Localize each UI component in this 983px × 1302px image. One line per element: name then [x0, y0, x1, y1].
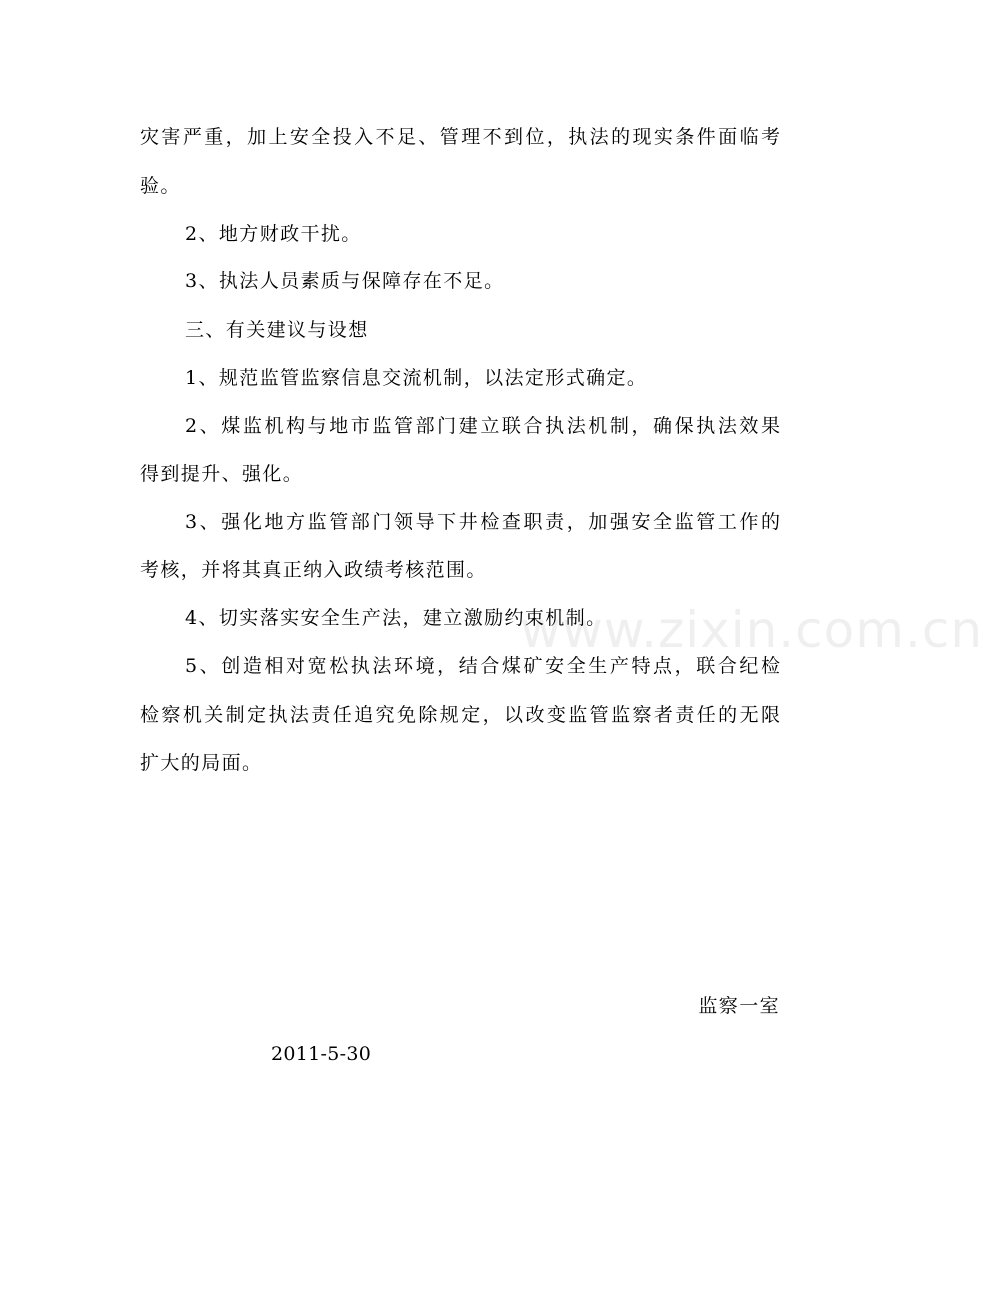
signature: 监察一室 — [698, 995, 780, 1017]
paragraph-line-2: 验。 — [140, 175, 181, 197]
date: 2011-5-30 — [271, 1043, 372, 1065]
paragraph-line-8: 得到提升、强化。 — [140, 463, 304, 485]
paragraph-line-14: 扩大的局面。 — [140, 752, 263, 774]
paragraph-line-10: 考核，并将其真正纳入政绩考核范围。 — [140, 559, 487, 581]
watermark: www.zixin.com.cn — [520, 601, 983, 659]
section-heading: 三、有关建议与设想 — [185, 319, 369, 341]
paragraph-line-7: 2、煤监机构与地市监管部门建立联合执法机制，确保执法效果 — [185, 415, 780, 437]
paragraph-line-4: 3、执法人员素质与保障存在不足。 — [185, 270, 505, 292]
paragraph-line-11: 4、切实落实安全生产法，建立激励约束机制。 — [185, 607, 607, 629]
paragraph-line-1: 灾害严重，加上安全投入不足、管理不到位，执法的现实条件面临考 — [140, 126, 780, 148]
paragraph-line-13: 检察机关制定执法责任追究免除规定，以改变监管监察者责任的无限 — [140, 704, 780, 726]
paragraph-line-3: 2、地方财政干扰。 — [185, 223, 362, 245]
paragraph-line-9: 3、强化地方监管部门领导下井检查职责，加强安全监管工作的 — [185, 511, 780, 533]
paragraph-line-6: 1、规范监管监察信息交流机制，以法定形式确定。 — [185, 367, 648, 389]
paragraph-line-12: 5、创造相对宽松执法环境，结合煤矿安全生产特点，联合纪检 — [185, 655, 780, 677]
